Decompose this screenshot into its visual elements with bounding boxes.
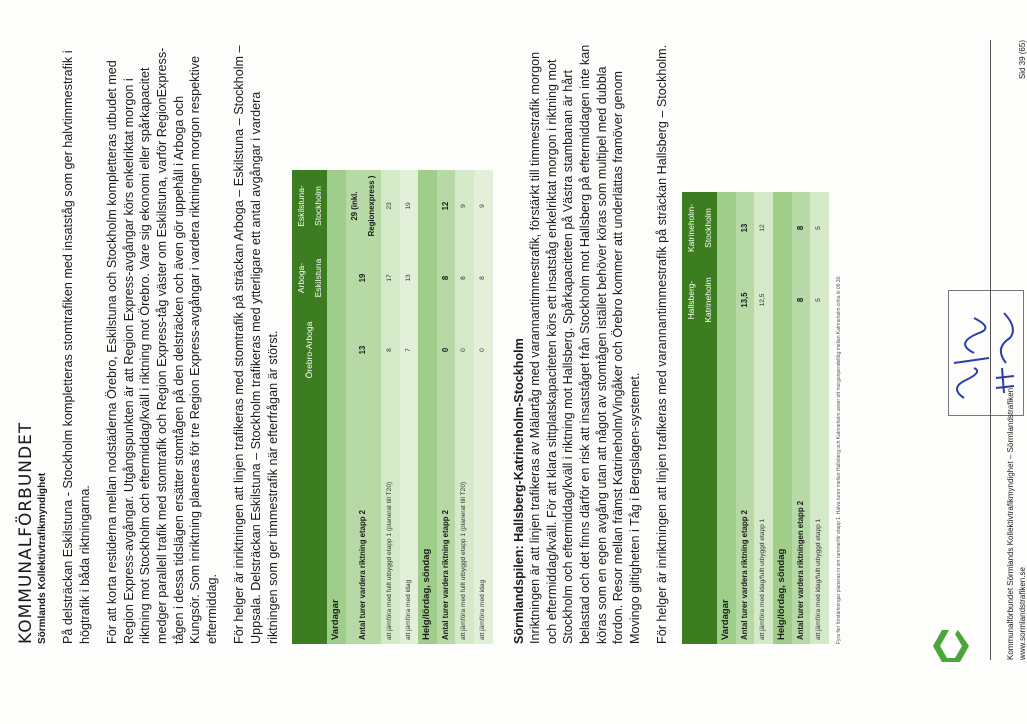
column-header: Hallsberg-Katrineholm	[682, 264, 717, 336]
cell-value: 13	[736, 192, 755, 264]
cell-value: 19	[400, 170, 419, 242]
column-header: Katrineholm-Stockholm	[682, 192, 717, 264]
table-row	[418, 170, 437, 644]
column-header: Eskilstuna-Stockholm	[292, 170, 327, 242]
paragraph-2: För att korta restiderna mellan nodstäderna Örebro, Eskilstuna och Stockholm kompletteras utbudet med Region Express-avgångar. Utgångspunkten är att Region Express-avgångar körs enkelriktat morgon i riktning mot Stockholm och eftermiddag/kväll i riktning mot Örebro. Vare sig ekonomi eller spårkapacitet medger parallell trafik med stomtrafik och Region Express-tåg väster om Eskilstuna, varför RegionExpress-tågen i dessa tidslägen ersätter stomtågen på den delsträcken och även gör uppehåll i Arboga och Kungsör. Som inriktning planeras för tre Region Express-avgångar i vardera riktningen morgon respektive eftermiddag.	[105, 47, 219, 644]
sormlandstrafiken-logo-icon	[929, 624, 973, 668]
row-label: Antal turer vardera riktningen etapp 2	[792, 336, 811, 644]
page-number: Sid 39 (65)	[1018, 40, 1027, 80]
column-header: Arboga-Eskilstuna	[292, 242, 327, 314]
org-subtitle: Sörmlands Kollektivtrafikmyndighet	[37, 472, 48, 644]
table-orebro-stockholm	[292, 170, 493, 644]
letterhead	[16, 422, 48, 644]
row-label: Vardagar	[717, 336, 736, 644]
footer-divider	[990, 40, 991, 660]
cell-value: 17	[381, 242, 400, 314]
cell-value: 8	[455, 242, 474, 314]
cell-value: 8	[381, 314, 400, 386]
row-label: Antal turer vardera riktning etapp 2	[346, 386, 381, 644]
cell-value	[327, 242, 346, 314]
document-body	[60, 44, 859, 644]
column-header: Örebro-Arboga	[292, 314, 327, 386]
row-label: Vardagar	[327, 386, 346, 644]
cell-value: 5	[810, 264, 829, 336]
cell-value: 12	[754, 192, 773, 264]
cell-value: 13,5	[736, 264, 755, 336]
cell-value: 9	[474, 170, 493, 242]
header-blank	[682, 336, 717, 644]
cell-value: 9	[455, 170, 474, 242]
section-heading: Sörmlandspilen: Hallsberg-Katrineholm-Stockholm	[511, 338, 526, 644]
cell-value: 0	[437, 314, 456, 386]
cell-value: 29 (inkl. Regionexpress )	[346, 170, 381, 242]
table-header-row	[292, 170, 327, 644]
cell-value	[327, 170, 346, 242]
cell-value	[418, 170, 437, 242]
cell-value: 8	[792, 192, 811, 264]
cell-value: 13	[400, 242, 419, 314]
table-row	[717, 192, 736, 644]
cell-value: 0	[474, 314, 493, 386]
row-label: Helg/lördag, söndag	[773, 336, 792, 644]
table-row	[400, 170, 419, 644]
row-label: att jämföra med fullt utbyggd etapp 1 (planerat till T20)	[381, 386, 400, 644]
cell-value	[773, 264, 792, 336]
paragraph-4: Inriktningen är att linjen trafikeras av Mälartåg med varannantimmestrafik, förstärkt till timmestrafik morgon och eftermiddag/kväll. För att klara sittplatskapaciteten körs ett insatståg enkelriktat morgon i riktning mot Stockholm och eftermiddag/kväll i riktning mot Hallsberg. Spårkapaciteten på Västra stambanan är hårt belastad och det finns därför en risk att insatståget från Stockholm mot Hallsberg på eftermiddagen inte kan köras som en egen avgång utan att något av stomtågen istället behöver köras som multipel med dubbla fordon. Resor mellan främst Katrineholm/Vingåker och Örebro kommer att underlättas framöver genom Movingo giltigheten i Tåg i Bergslagen-systemet.	[528, 44, 642, 644]
table-hallsberg-stockholm	[682, 192, 829, 644]
table-row	[792, 192, 811, 644]
table-row	[381, 170, 400, 644]
paragraph-1: På delsträckan Eskilstuna - Stockholm kompletteras stomtrafiken med insatståg som ger halvtimmestrafik i högtrafik i båda riktningarna.	[61, 50, 92, 644]
cell-value: 8	[474, 242, 493, 314]
cell-value: 13	[346, 314, 381, 386]
table-footnote: Fyra fler förstärkningar planeras in om rammerför etapp 1. Halva turen mellan Hallsberg och Katrineholm avser ett morgonpendeltåg mellan Katrineholm cirka kl 06:30.	[835, 275, 842, 644]
cell-value	[717, 264, 736, 336]
cell-value: 0	[455, 314, 474, 386]
cell-value: 8	[792, 264, 811, 336]
cell-value	[773, 192, 792, 264]
row-label: Antal turer vardera riktning etapp 2	[736, 336, 755, 644]
cell-value: 5	[810, 192, 829, 264]
row-label: att jämföra med idag/fullt utbyggd etapp 1	[754, 336, 773, 644]
table-row	[754, 192, 773, 644]
cell-value	[327, 314, 346, 386]
cell-value	[418, 242, 437, 314]
table-row	[455, 170, 474, 644]
table-row	[810, 192, 829, 644]
cell-value	[418, 314, 437, 386]
table-row	[437, 170, 456, 644]
cell-value: 8	[437, 242, 456, 314]
paragraph-5: För helger är inriktningen att linjen trafikeras med varannantimmestrafik på sträckan Hallsberg – Stockholm.	[655, 44, 670, 644]
cell-value: 7	[400, 314, 419, 386]
cell-value: 12	[437, 170, 456, 242]
header-blank	[292, 386, 327, 644]
row-label: att jämföra med fullt utbyggd etapp 1 (planerat till T20)	[455, 386, 474, 644]
table-row	[327, 170, 346, 644]
footer-website: www.sormlandstrafiken.se	[1018, 567, 1027, 660]
table-row	[736, 192, 755, 644]
table-header-row	[682, 192, 717, 644]
cell-value: 23	[381, 170, 400, 242]
row-label: att jämföra med idag/fullt utbyggd etapp 1	[810, 336, 829, 644]
row-label: Helg/lördag, söndag	[418, 386, 437, 644]
cell-value	[717, 192, 736, 264]
table-row	[346, 170, 381, 644]
row-label: att jämföra med idag	[400, 386, 419, 644]
org-name: KOMMUNALFÖRBUNDET	[16, 421, 36, 644]
table-row	[474, 170, 493, 644]
cell-value: 12,5	[754, 264, 773, 336]
cell-value: 19	[346, 242, 381, 314]
paragraph-3: För helger är inriktningen att linjen trafikeras med stomtrafik på sträckan Arboga – Eskilstuna – Stockholm – Uppsala. Delsträckan Eskilstuna – Stockholm trafikeras med ytterligare ett antal avgångar i vardera riktningen som ger timmestrafik när efterfrågan är störst.	[232, 45, 280, 644]
row-label: att jämföra med idag	[474, 386, 493, 644]
row-label: Antal turer vardera riktning etapp 2	[437, 386, 456, 644]
footer-org: Kommunalförbundet Sörmlands Kollektivtrafikmyndighet – Sörmlandstrafiken	[1006, 387, 1015, 660]
table-row	[773, 192, 792, 644]
